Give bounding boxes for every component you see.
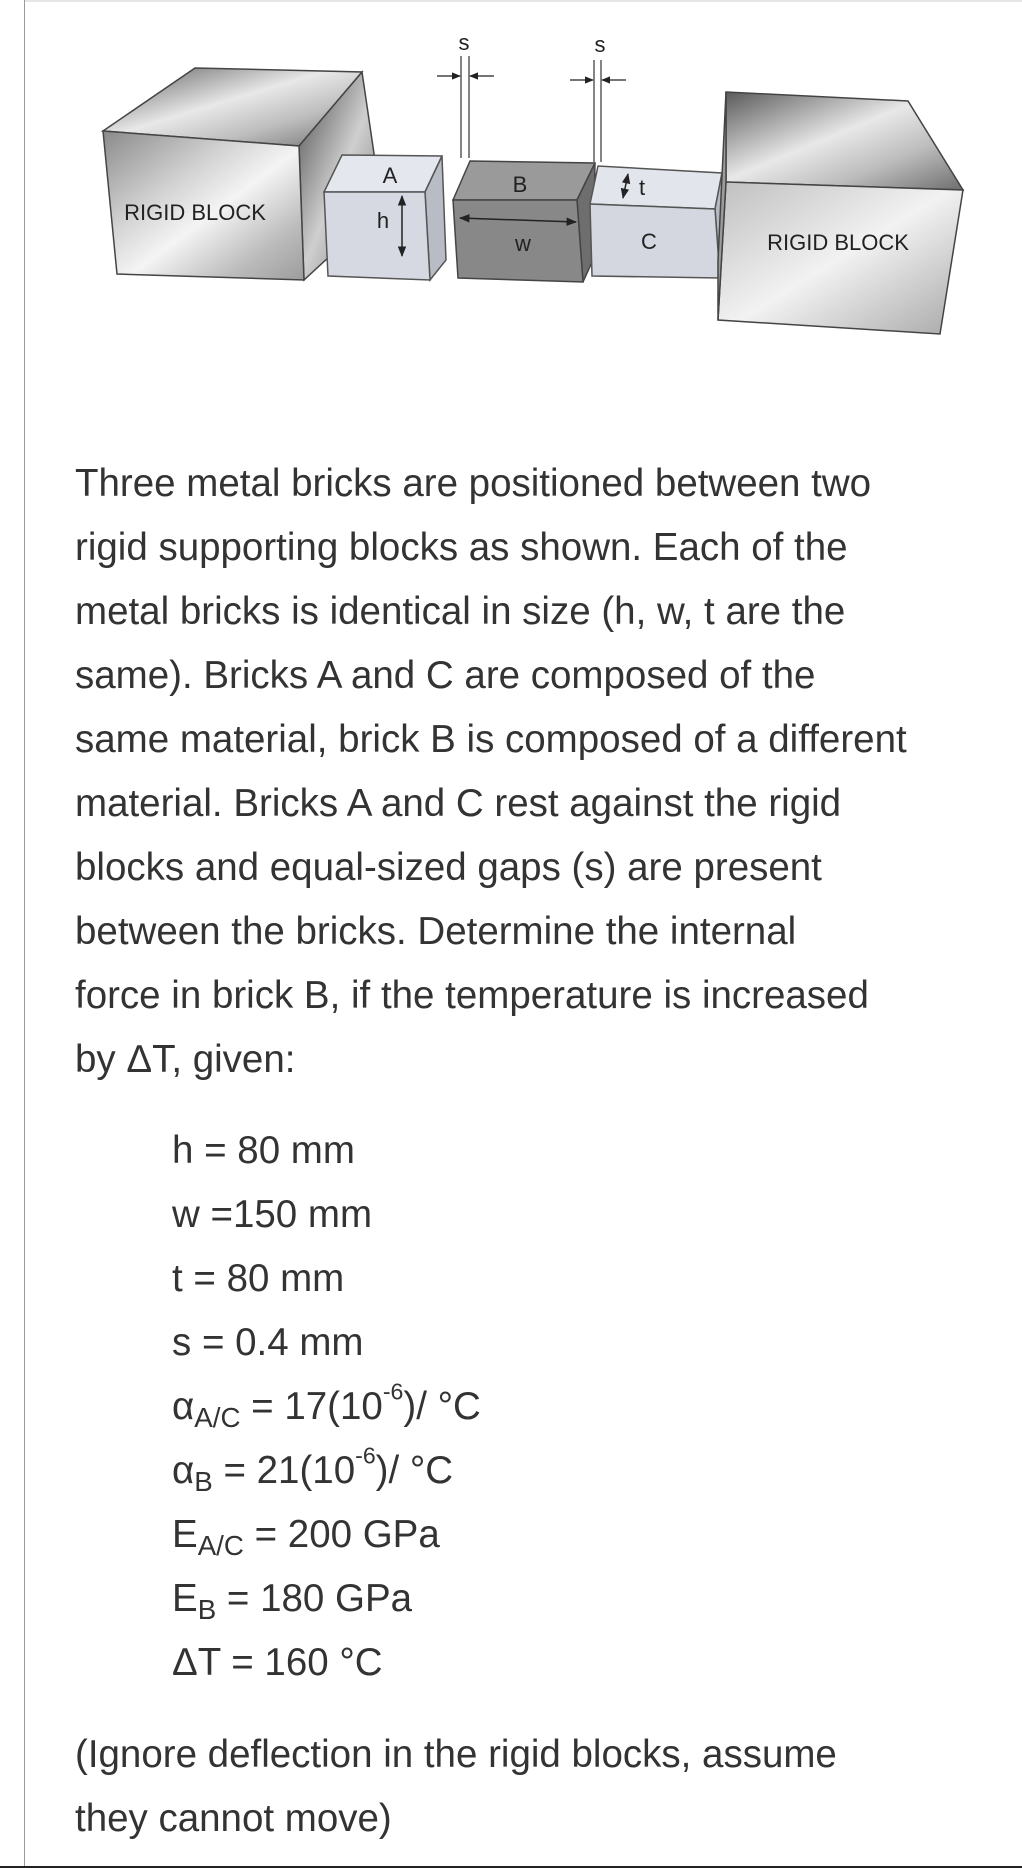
problem-line: rigid supporting blocks as shown. Each of the: [75, 526, 848, 569]
right-block-label: RIGID BLOCK: [767, 230, 909, 255]
given-h: h = 80 mm: [172, 1129, 355, 1172]
given-s: s = 0.4 mm: [172, 1321, 364, 1364]
right-rigid-block: [718, 92, 963, 334]
problem-line: same material, brick B is composed of a different: [75, 718, 907, 761]
given-w: w =150 mm: [172, 1193, 373, 1236]
problem-line: material. Bricks A and C rest against the rigid: [75, 782, 842, 825]
problem-line: blocks and equal-sized gaps (s) are present: [75, 846, 822, 889]
brick-b: [453, 161, 595, 282]
given-e-b: $E_B = 180$ GPa: [172, 1577, 413, 1625]
note-line: they cannot move): [75, 1797, 392, 1840]
left-block-label: RIGID BLOCK: [124, 200, 266, 225]
problem-line: by ΔT, given:: [75, 1038, 296, 1081]
brick-c-label: C: [641, 229, 657, 254]
given-delta-t: ΔT = 160 °C: [172, 1641, 383, 1684]
problem-line: same). Bricks A and C are composed of the: [75, 654, 816, 697]
brick-b-label: B: [512, 172, 528, 197]
problem-statement: [75, 452, 995, 1092]
brick-diagram: [80, 20, 980, 350]
given-alpha-b: $\alpha_B = 21(10^{-6})/$ °C: [172, 1442, 454, 1497]
ignore-note: [75, 1723, 995, 1851]
frame-left-border: [24, 0, 25, 1868]
gap-right-dimension: [570, 32, 626, 162]
gap-right-label: s: [594, 32, 606, 57]
dim-w-label: w: [515, 231, 531, 256]
dim-t-label: t: [638, 175, 646, 200]
problem-line: force in brick B, if the temperature is increased: [75, 974, 869, 1017]
note-line: (Ignore deflection in the rigid blocks, assume: [75, 1733, 837, 1776]
dim-h-label: h: [376, 208, 390, 233]
problem-line: metal bricks is identical in size (h, w, t are the: [75, 590, 846, 633]
brick-c: [590, 166, 728, 278]
given-alpha-ac: $\alpha_{A/C} = 17(10^{-6})/$ °C: [172, 1378, 481, 1433]
problem-line: between the bricks. Determine the internal: [75, 910, 797, 953]
given-e-ac: $E_{A/C} = 200$ GPa: [172, 1513, 440, 1561]
gap-left-dimension: [437, 30, 494, 158]
brick-a-label: A: [382, 163, 398, 188]
given-t: t = 80 mm: [172, 1257, 345, 1300]
brick-a: [324, 155, 446, 280]
gap-left-label: s: [458, 30, 470, 55]
problem-line: Three metal bricks are positioned between two: [75, 462, 872, 505]
frame-top-line: [24, 0, 1022, 2]
given-values-list: [172, 1119, 872, 1695]
